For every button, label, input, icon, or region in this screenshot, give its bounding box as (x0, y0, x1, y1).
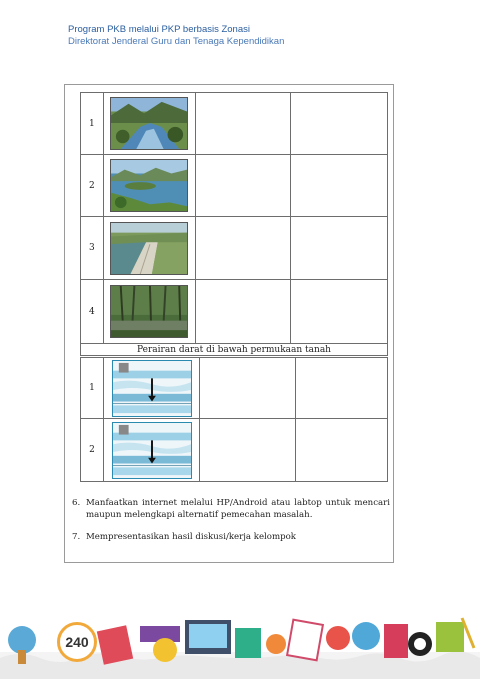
surface-water-table (80, 92, 388, 356)
lake-photo (110, 159, 188, 212)
directorate-title: Direktorat Jenderal Guru dan Tenaga Kependidikan (68, 36, 285, 47)
program-title: Program PKB melalui PKP berbasis Zonasi (68, 24, 250, 35)
table-row (81, 344, 388, 356)
table-row (81, 358, 388, 419)
row-number: 3 (81, 217, 104, 280)
table-row (81, 419, 388, 482)
row-number: 4 (81, 280, 104, 344)
page-number-badge (57, 622, 97, 662)
underground-heading: Perairan darat di bawah permukaan tanah (81, 344, 388, 356)
row-number: 1 (81, 93, 104, 155)
row-number: 1 (81, 358, 104, 419)
table-row (81, 93, 388, 155)
swamp-photo (110, 285, 188, 338)
river-photo (110, 97, 188, 150)
row-number: 2 (81, 155, 104, 217)
page-number: 240 (65, 634, 89, 650)
dam-photo (110, 222, 188, 275)
list-item: 7. Mempresentasikan hasil diskusi/kerja kelompok (72, 532, 297, 542)
groundwater-diagram (112, 422, 192, 479)
table-row (81, 155, 388, 217)
table-row (81, 280, 388, 344)
page-header (68, 24, 284, 48)
groundwater-diagram (112, 360, 192, 417)
list-item: 6. Manfaatkan internet melalui HP/Android atau labtop untuk mencari maupun melengkapi alternatif pemecahan masalah. (72, 498, 390, 520)
instruction-list (72, 497, 390, 553)
table-row (81, 217, 388, 280)
row-number: 2 (81, 419, 104, 482)
underground-water-table (80, 357, 388, 482)
